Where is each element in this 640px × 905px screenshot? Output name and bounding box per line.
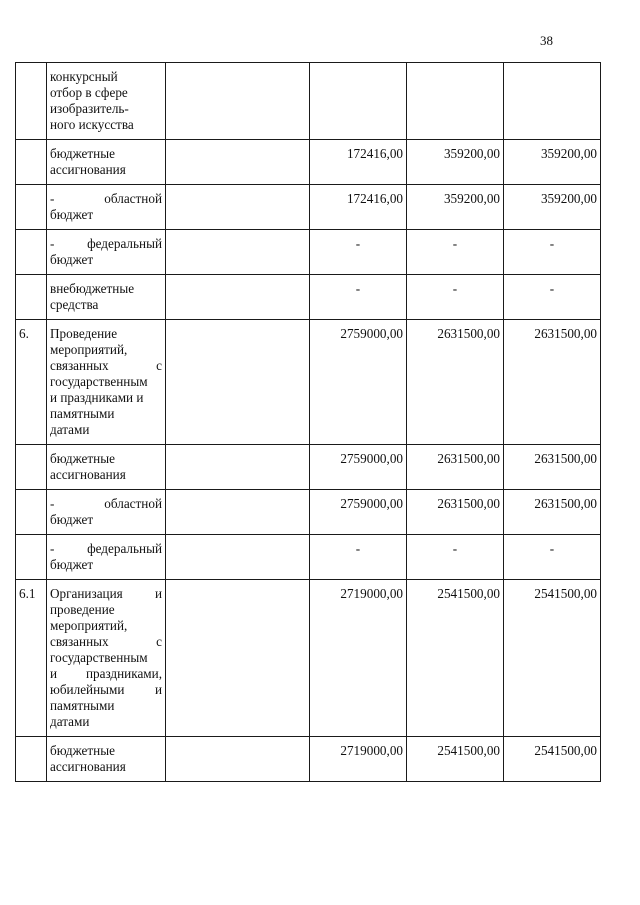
table-row <box>16 63 601 140</box>
empty-cell <box>166 580 310 737</box>
row-name-line <box>50 236 162 252</box>
row-name-line <box>50 358 162 374</box>
value-year-3: - <box>504 535 601 580</box>
empty-cell <box>166 140 310 185</box>
table-row <box>16 140 601 185</box>
table-row <box>16 185 601 230</box>
value-year-2: 2541500,00 <box>407 580 504 737</box>
value-year-1: 172416,00 <box>310 185 407 230</box>
row-name-line: ного искусства <box>50 117 134 132</box>
row-name <box>47 63 166 140</box>
value-year-1: 2759000,00 <box>310 490 407 535</box>
value-year-3: 359200,00 <box>504 185 601 230</box>
row-name-word: - <box>50 496 55 511</box>
row-name-line: датами <box>50 714 90 729</box>
row-name <box>47 275 166 320</box>
value-year-1: - <box>310 535 407 580</box>
row-number <box>16 445 47 490</box>
row-number <box>16 737 47 782</box>
row-name <box>47 230 166 275</box>
value-year-2: 2631500,00 <box>407 320 504 445</box>
row-name <box>47 140 166 185</box>
table-row <box>16 230 601 275</box>
empty-cell <box>166 535 310 580</box>
row-name-line: датами <box>50 422 90 437</box>
row-name-word: федеральный <box>87 236 162 251</box>
row-name-line <box>50 634 162 650</box>
value-year-3: - <box>504 230 601 275</box>
row-name-line: проведение <box>50 602 115 617</box>
value-year-3: 359200,00 <box>504 140 601 185</box>
page-number: 38 <box>540 33 553 48</box>
row-name-word: связанных <box>50 358 109 373</box>
row-name-word: связанных <box>50 634 109 649</box>
value-year-2: 2541500,00 <box>407 737 504 782</box>
row-name <box>47 320 166 445</box>
row-name-word: - <box>50 541 55 556</box>
value-year-2: 359200,00 <box>407 185 504 230</box>
value-year-1: 172416,00 <box>310 140 407 185</box>
empty-cell <box>166 275 310 320</box>
row-name-line: государственным <box>50 650 148 665</box>
row-name <box>47 185 166 230</box>
row-name-word: с <box>156 634 162 649</box>
row-name-line: отбор в сфере <box>50 85 128 100</box>
value-year-1: 2719000,00 <box>310 580 407 737</box>
row-name-line: бюджетные <box>50 146 115 161</box>
table-row <box>16 320 601 445</box>
value-year-1: 2759000,00 <box>310 445 407 490</box>
value-year-2: 2631500,00 <box>407 445 504 490</box>
value-year-3: 2631500,00 <box>504 320 601 445</box>
row-name-line: бюджет <box>50 512 94 527</box>
value-year-2: - <box>407 230 504 275</box>
row-name-word: с <box>156 358 162 373</box>
row-name-line: бюджетные <box>50 451 115 466</box>
row-name <box>47 490 166 535</box>
row-name <box>47 580 166 737</box>
empty-cell <box>166 63 310 140</box>
row-name-line <box>50 682 162 698</box>
row-name-line: памятными <box>50 406 115 421</box>
table-row <box>16 275 601 320</box>
row-number <box>16 230 47 275</box>
empty-cell <box>166 445 310 490</box>
row-name-line: памятными <box>50 698 115 713</box>
row-name-word: областной <box>104 191 162 206</box>
empty-cell <box>166 230 310 275</box>
value-year-3 <box>504 63 601 140</box>
value-year-1 <box>310 63 407 140</box>
row-name-line <box>50 541 162 557</box>
row-name-word: федеральный <box>87 541 162 556</box>
empty-cell <box>166 737 310 782</box>
row-name-word: Организация <box>50 586 123 601</box>
value-year-1: - <box>310 230 407 275</box>
row-name-line <box>50 586 162 602</box>
row-number <box>16 140 47 185</box>
row-name-line: и праздниками и <box>50 390 144 405</box>
table-row <box>16 445 601 490</box>
row-name-word: и <box>50 666 58 681</box>
value-year-1: 2719000,00 <box>310 737 407 782</box>
row-name-line <box>50 496 162 512</box>
value-year-3: 2631500,00 <box>504 445 601 490</box>
row-name-word: и <box>154 682 162 697</box>
row-name-word: праздниками, <box>85 666 162 681</box>
row-name-line: бюджет <box>50 252 94 267</box>
row-number: 6. <box>16 320 47 445</box>
value-year-2 <box>407 63 504 140</box>
value-year-3: 2541500,00 <box>504 580 601 737</box>
row-number <box>16 63 47 140</box>
row-name <box>47 535 166 580</box>
row-name-line <box>50 191 162 207</box>
row-name-word: и <box>154 586 162 601</box>
row-name-line: мероприятий, <box>50 342 128 357</box>
row-name <box>47 445 166 490</box>
row-name-line: Проведение <box>50 326 118 341</box>
row-name-line: ассигнования <box>50 467 126 482</box>
row-name-word: областной <box>104 496 162 511</box>
row-name-line <box>50 666 162 682</box>
table-row <box>16 490 601 535</box>
row-name-line: ассигнования <box>50 162 126 177</box>
empty-cell <box>166 490 310 535</box>
row-name-word: - <box>50 236 55 251</box>
row-name-line: внебюджетные <box>50 281 135 296</box>
row-name-line: государственным <box>50 374 148 389</box>
budget-table <box>15 62 601 782</box>
row-number <box>16 490 47 535</box>
value-year-2: - <box>407 535 504 580</box>
value-year-1: 2759000,00 <box>310 320 407 445</box>
value-year-3: 2541500,00 <box>504 737 601 782</box>
row-name-line: мероприятий, <box>50 618 128 633</box>
value-year-1: - <box>310 275 407 320</box>
table-row <box>16 737 601 782</box>
budget-table-body <box>16 63 601 782</box>
value-year-3: 2631500,00 <box>504 490 601 535</box>
value-year-2: 2631500,00 <box>407 490 504 535</box>
row-name-line: ассигнования <box>50 759 126 774</box>
value-year-3: - <box>504 275 601 320</box>
row-name-line: средства <box>50 297 99 312</box>
row-name-line: бюджетные <box>50 743 115 758</box>
row-name-line: бюджет <box>50 207 94 222</box>
row-name-line: бюджет <box>50 557 94 572</box>
value-year-2: - <box>407 275 504 320</box>
row-number <box>16 275 47 320</box>
empty-cell <box>166 185 310 230</box>
row-name-line: конкурсный <box>50 69 118 84</box>
table-row <box>16 535 601 580</box>
row-name <box>47 737 166 782</box>
table-row <box>16 580 601 737</box>
empty-cell <box>166 320 310 445</box>
row-number <box>16 185 47 230</box>
value-year-2: 359200,00 <box>407 140 504 185</box>
row-number: 6.1 <box>16 580 47 737</box>
row-name-line: изобразитель- <box>50 101 129 116</box>
row-number <box>16 535 47 580</box>
row-name-word: - <box>50 191 55 206</box>
row-name-word: юбилейными <box>50 682 125 697</box>
